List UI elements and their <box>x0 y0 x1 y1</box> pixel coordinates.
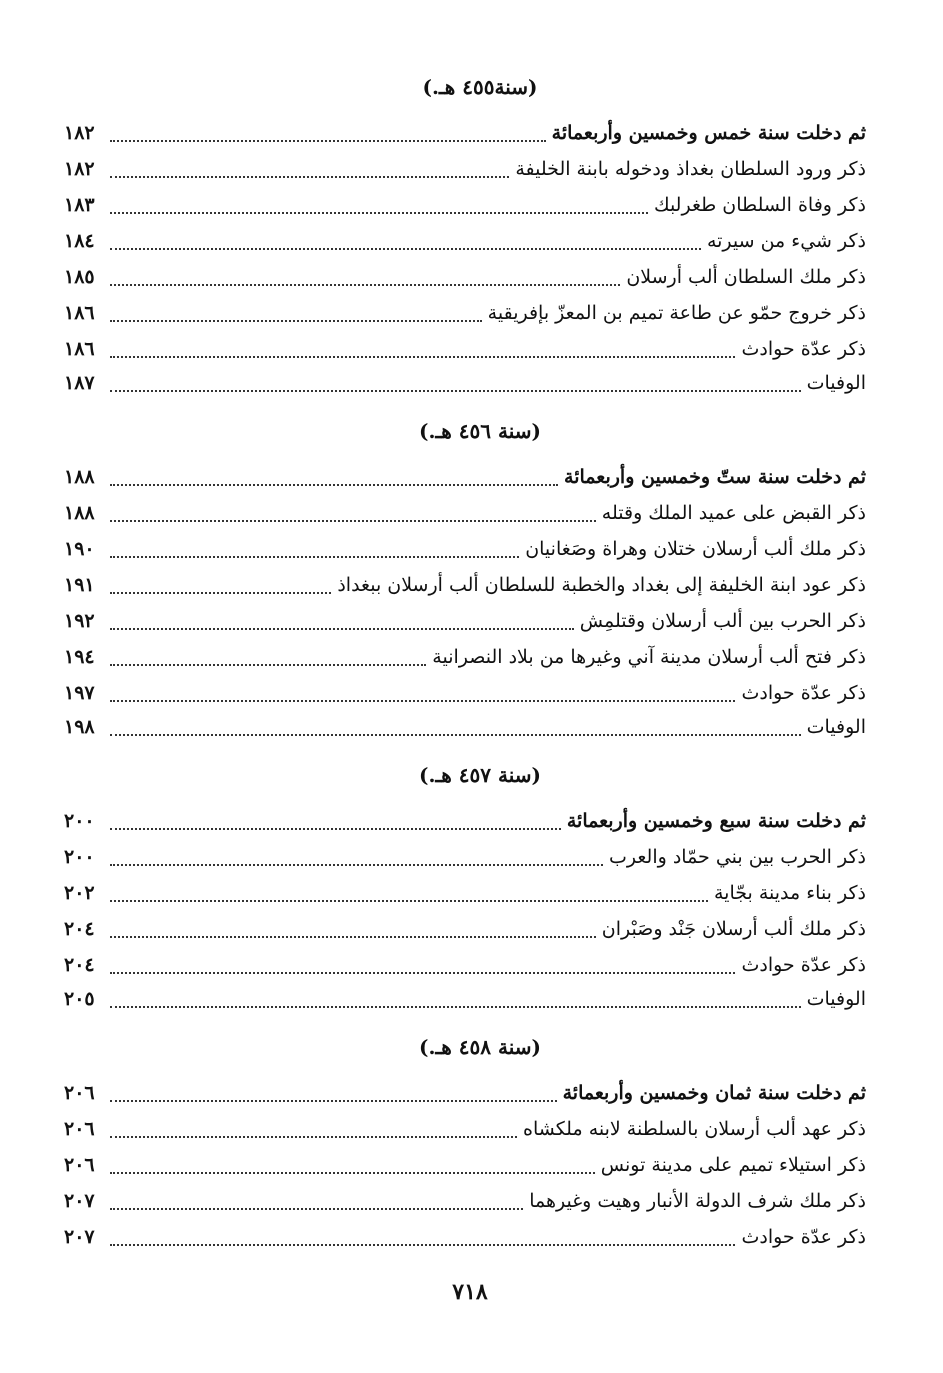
toc-entry-page: ١٩٨ <box>64 716 95 738</box>
toc-entry <box>64 366 866 400</box>
toc-entry-title: ذكر فتح ألب أرسلان مدينة آني وغيرها من بلاد النصرانية <box>432 646 866 668</box>
dot-leader <box>110 734 801 736</box>
toc-entry-page: ٢٠٦ <box>64 1118 95 1140</box>
toc-entry-title: ذكر خروج حمّو عن طاعة تميم بن المعزّ بإفريقية <box>487 302 866 324</box>
toc-entry-page: ٢٠٤ <box>64 918 95 940</box>
toc-entry-page: ١٩١ <box>64 574 95 596</box>
section-heading-456: (سنة ٤٥٦ هـ.) <box>419 419 541 443</box>
toc-entry-page: ١٨٢ <box>64 122 95 144</box>
toc-entry <box>64 640 866 674</box>
toc-entry <box>64 676 866 710</box>
toc-entry <box>64 982 866 1016</box>
dot-leader <box>110 390 801 392</box>
dot-leader <box>110 248 701 250</box>
toc-entry <box>64 1148 866 1182</box>
dot-leader <box>110 320 482 322</box>
dot-leader <box>110 140 546 142</box>
dot-leader <box>110 356 735 358</box>
toc-entry-page: ١٨٦ <box>64 302 95 324</box>
toc-entry <box>64 260 866 294</box>
section-heading-455: (سنة٤٥٥ هـ.) <box>422 75 538 99</box>
dot-leader <box>110 628 574 630</box>
toc-entry-title: ذكر عدّة حوادث <box>741 1226 866 1248</box>
dot-leader <box>110 1006 801 1008</box>
dot-leader <box>110 700 735 702</box>
toc-entry-page: ١٨٧ <box>64 372 95 394</box>
toc-entry <box>64 296 866 330</box>
toc-entry-title: ذكر بناء مدينة بجّاية <box>713 882 866 904</box>
toc-entry-page: ١٨٤ <box>64 230 95 252</box>
toc-entry <box>64 152 866 186</box>
toc-entry-page: ٢٠٧ <box>64 1226 95 1248</box>
toc-entry-title: ذكر عدّة حوادث <box>741 954 866 976</box>
dot-leader <box>110 212 648 214</box>
toc-entry-title: الوفيات <box>806 372 866 394</box>
toc-entry <box>64 948 866 982</box>
page-number: ٧١٨ <box>452 1279 488 1305</box>
toc-entry-title: ذكر الحرب بين ألب أرسلان وقتلمِش <box>579 610 866 632</box>
dot-leader <box>110 828 561 830</box>
toc-entry <box>64 1184 866 1218</box>
toc-entry-page: ٢٠٠ <box>64 846 95 868</box>
toc-entry-title: الوفيات <box>806 716 866 738</box>
toc-entry-page: ٢٠٢ <box>64 882 95 904</box>
toc-entry <box>64 224 866 258</box>
dot-leader <box>110 1244 735 1246</box>
toc-entry-title: ثم دخلت سنة ثمان وخمسين وأربعمائة <box>562 1082 866 1104</box>
toc-entry-page: ١٩٧ <box>64 682 95 704</box>
toc-entry-title: ثم دخلت سنة سبع وخمسين وأربعمائة <box>566 810 866 832</box>
dot-leader <box>110 664 426 666</box>
toc-entry <box>64 1112 866 1146</box>
dot-leader <box>110 864 603 866</box>
toc-entry-page: ٢٠٤ <box>64 954 95 976</box>
toc-entry-title: ذكر استيلاء تميم على مدينة تونس <box>600 1154 866 1176</box>
toc-entry-title: ذكر القبض على عميد الملك وقتله <box>601 502 866 524</box>
toc-entry-title: ذكر ملك شرف الدولة الأنبار وهيت وغيرهما <box>529 1190 866 1212</box>
toc-entry <box>64 604 866 638</box>
toc-entry <box>64 710 866 744</box>
toc-entry-page: ٢٠٦ <box>64 1082 95 1104</box>
toc-entry-page: ١٩٠ <box>64 538 95 560</box>
toc-entry-title: ثم دخلت سنة ستّ وخمسين وأربعمائة <box>564 466 866 488</box>
toc-entry-title: ذكر عدّة حوادث <box>741 682 866 704</box>
toc-entry <box>64 332 866 366</box>
dot-leader <box>110 1172 595 1174</box>
toc-entry-title: ذكر عدّة حوادث <box>741 338 866 360</box>
dot-leader <box>110 520 596 522</box>
toc-entry <box>64 840 866 874</box>
dot-leader <box>110 1136 517 1138</box>
toc-entry-page: ١٨٨ <box>64 502 95 524</box>
dot-leader <box>110 1100 557 1102</box>
toc-entry-page: ١٩٤ <box>64 646 95 668</box>
toc-entry-page: ١٨٨ <box>64 466 95 488</box>
toc-entry-title: ذكر وفاة السلطان طغرلبك <box>653 194 866 216</box>
dot-leader <box>110 592 331 594</box>
toc-entry-page: ٢٠٧ <box>64 1190 95 1212</box>
toc-entry-title: ذكر ملك السلطان ألب أرسلان <box>626 266 866 288</box>
toc-entry-title: ذكر ملك ألب أرسلان جَنْد وصَبْران <box>601 918 866 940</box>
toc-entry <box>64 804 866 838</box>
toc-entry-page: ٢٠٥ <box>64 988 95 1010</box>
dot-leader <box>110 484 558 486</box>
toc-entry-page: ٢٠٦ <box>64 1154 95 1176</box>
dot-leader <box>110 972 735 974</box>
toc-entry-title: ذكر شيء من سيرته <box>706 230 866 252</box>
toc-entry <box>64 188 866 222</box>
toc-entry-page: ١٨٢ <box>64 158 95 180</box>
section-heading-457: (سنة ٤٥٧ هـ.) <box>419 763 541 787</box>
toc-entry-title: الوفيات <box>806 988 866 1010</box>
toc-entry-page: ١٨٣ <box>64 194 95 216</box>
toc-entry <box>64 1220 866 1254</box>
dot-leader <box>110 284 620 286</box>
toc-entry-title: ذكر ورود السلطان بغداذ ودخوله بابنة الخليفة <box>515 158 866 180</box>
toc-entry <box>64 116 866 150</box>
dot-leader <box>110 1208 523 1210</box>
toc-entry-page: ٢٠٠ <box>64 810 95 832</box>
toc-entry-title: ذكر عهد ألب أرسلان بالسلطنة لابنه ملكشاه <box>523 1118 866 1140</box>
toc-entry-page: ١٨٦ <box>64 338 95 360</box>
toc-entry <box>64 912 866 946</box>
toc-entry-title: ذكر عود ابنة الخليفة إلى بغداد والخطبة للسلطان ألب أرسلان ببغداذ <box>337 574 866 596</box>
toc-entry-title: ذكر الحرب بين بني حمّاد والعرب <box>609 846 866 868</box>
toc-entry <box>64 496 866 530</box>
toc-entry <box>64 876 866 910</box>
toc-entry-page: ١٩٢ <box>64 610 95 632</box>
toc-entry-page: ١٨٥ <box>64 266 95 288</box>
dot-leader <box>110 900 708 902</box>
section-heading-458: (سنة ٤٥٨ هـ.) <box>419 1035 541 1059</box>
toc-entry <box>64 568 866 602</box>
toc-entry <box>64 1076 866 1110</box>
dot-leader <box>110 556 519 558</box>
toc-entry <box>64 532 866 566</box>
dot-leader <box>110 176 509 178</box>
toc-entry-title: ثم دخلت سنة خمس وخمسين وأربعمائة <box>551 122 866 144</box>
toc-entry-title: ذكر ملك ألب أرسلان ختلان وهراة وصَغانيان <box>525 538 866 560</box>
toc-entry <box>64 460 866 494</box>
dot-leader <box>110 936 596 938</box>
